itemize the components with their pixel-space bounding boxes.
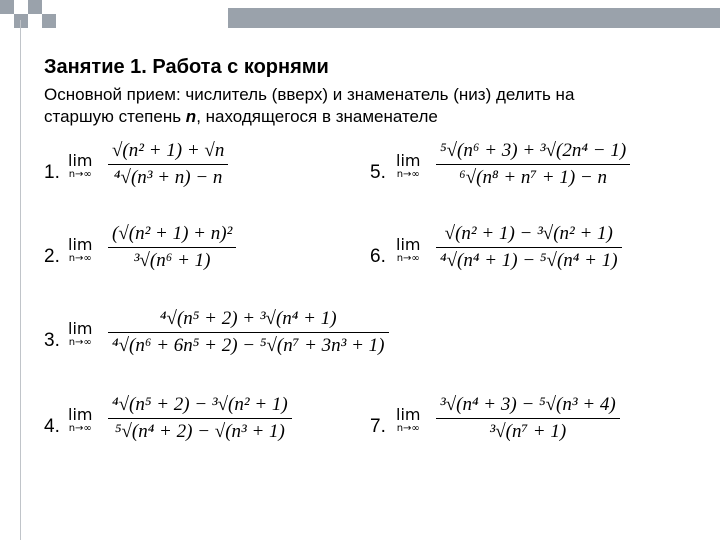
subtitle-var: n: [185, 107, 197, 126]
lim-sub: n→∞: [68, 169, 92, 180]
denominator: ⁴√(n⁶ + 6n⁵ + 2) − ⁵√(n⁷ + 3n³ + 1): [112, 335, 385, 356]
header-square: [0, 0, 14, 14]
fraction: [436, 140, 630, 189]
left-divider: [20, 20, 21, 540]
header-square: [14, 14, 28, 28]
denominator: ⁵√(n⁴ + 2) − √(n³ + 1): [114, 421, 285, 442]
lim-word: lim: [68, 151, 93, 170]
limit-operator: [396, 407, 420, 434]
header-square: [42, 0, 56, 14]
problem-number: 6.: [370, 246, 386, 267]
numerator: √(n² + 1) − ³√(n² + 1): [444, 223, 613, 244]
limit-operator: [68, 321, 92, 348]
denominator: ³√(n⁶ + 1): [133, 250, 211, 271]
limit-operator: [68, 407, 92, 434]
header-square: [0, 14, 14, 28]
lim-sub: n→∞: [396, 253, 420, 264]
fraction: [436, 394, 620, 443]
subtitle-line1: Основной прием: числитель (вверх) и знаменатель (низ) делить на: [44, 85, 575, 104]
fraction: [436, 223, 622, 272]
lim-word: lim: [68, 319, 93, 338]
problem-number: 5.: [370, 162, 386, 183]
lim-sub: n→∞: [68, 337, 92, 348]
page-title: Занятие 1. Работа с корнями: [44, 56, 329, 78]
numerator: (√(n² + 1) + n)²: [112, 223, 233, 244]
fraction: [108, 140, 228, 189]
problem-number: 1.: [44, 162, 60, 183]
numerator: ⁴√(n⁵ + 2) − ³√(n² + 1): [112, 394, 288, 415]
denominator: ⁴√(n⁴ + 1) − ⁵√(n⁴ + 1): [440, 250, 618, 271]
limit-operator: [396, 237, 420, 264]
limit-operator: [68, 153, 92, 180]
lim-sub: n→∞: [396, 423, 420, 434]
numerator: ³√(n⁴ + 3) − ⁵√(n³ + 4): [440, 394, 616, 415]
lim-sub: n→∞: [68, 423, 92, 434]
header-bar: [228, 8, 720, 28]
lim-word: lim: [68, 235, 93, 254]
denominator: ³√(n⁷ + 1): [489, 421, 567, 442]
limit-operator: [68, 237, 92, 264]
problem-number: 3.: [44, 330, 60, 351]
subtitle-line2-end: , находящегося в знаменателе: [196, 107, 438, 126]
numerator: ⁵√(n⁶ + 3) + ³√(2n⁴ − 1): [440, 140, 627, 161]
header-square: [14, 0, 28, 14]
fraction: [108, 394, 292, 443]
subtitle: [44, 84, 574, 128]
lim-word: lim: [396, 235, 421, 254]
problem-number: 2.: [44, 246, 60, 267]
subtitle-line2: старшую степень: [44, 107, 186, 126]
fraction: [108, 308, 389, 357]
problem-number: 7.: [370, 416, 386, 437]
limit-operator: [396, 153, 420, 180]
denominator: ⁶√(n⁸ + n⁷ + 1) − n: [459, 167, 607, 188]
lim-word: lim: [68, 405, 93, 424]
denominator: ⁴√(n³ + n) − n: [113, 167, 223, 188]
numerator: √(n² + 1) + √n: [112, 140, 225, 161]
lim-word: lim: [396, 405, 421, 424]
problem-number: 4.: [44, 416, 60, 437]
fraction: [108, 223, 236, 272]
lim-sub: n→∞: [68, 253, 92, 264]
lim-sub: n→∞: [396, 169, 420, 180]
lim-word: lim: [396, 151, 421, 170]
header-square: [42, 14, 56, 28]
header-square: [28, 0, 42, 14]
numerator: ⁴√(n⁵ + 2) + ³√(n⁴ + 1): [159, 308, 337, 329]
